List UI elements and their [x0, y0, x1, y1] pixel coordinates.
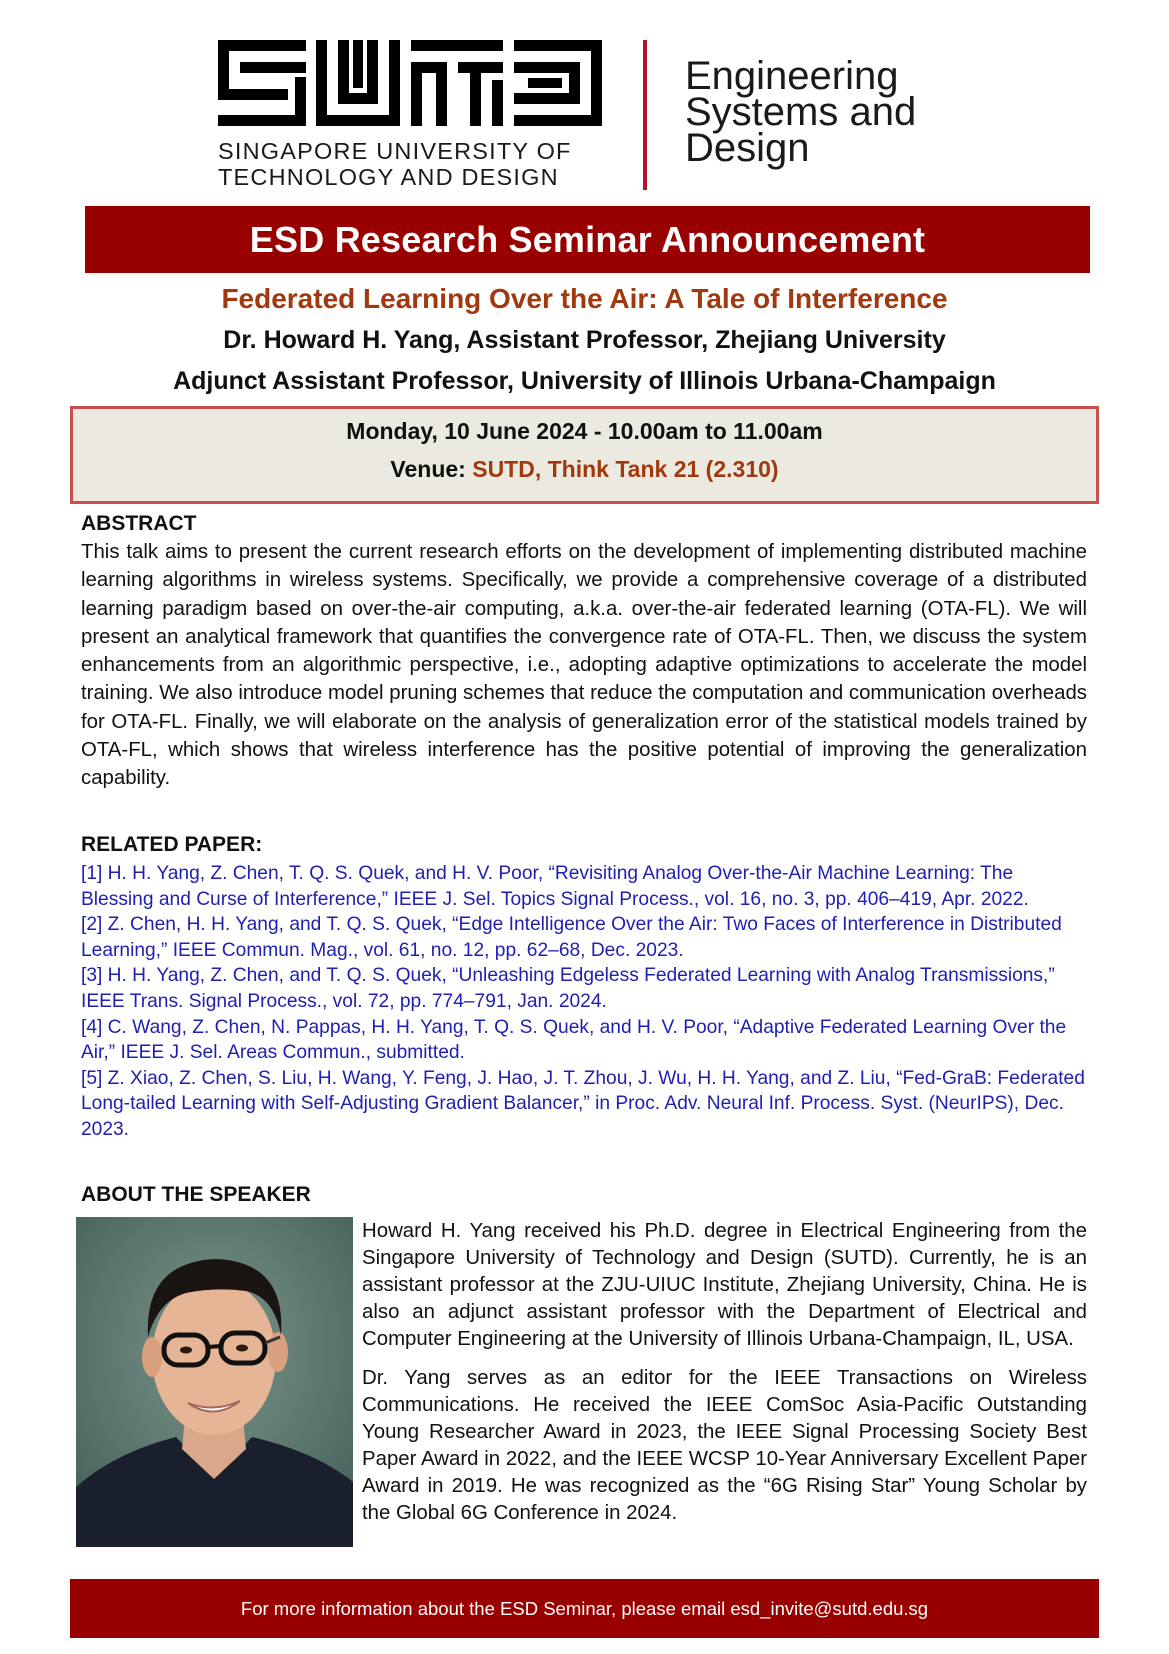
abstract-heading: ABSTRACT	[81, 512, 197, 535]
schedule-box	[70, 406, 1099, 504]
sutd-logo-mark-icon	[218, 40, 602, 126]
footer-banner	[70, 1579, 1099, 1638]
footer-contact-text[interactable]: For more information about the ESD Seminar, please email esd_invite@sutd.edu.sg	[240, 1597, 929, 1619]
university-name	[218, 138, 608, 190]
department-name-line3: Design	[685, 126, 810, 170]
venue-label: Venue:	[390, 456, 473, 482]
bio-paragraph: Howard H. Yang received his Ph.D. degree in Electrical Engineering from the Singapore University of Technology and Design (SUTD). Currently, he is an assistant professor at the ZJU-UIUC Institute, Zhejiang University, China. He is also an adjunct assistant professor with the Department of Electrical and Computer Engineering at the University of Illinois Urbana-Champaign, IL, USA.	[362, 1220, 1087, 1350]
venue	[73, 456, 1096, 483]
department-name-line2: Systems and	[685, 90, 917, 134]
about-speaker-heading: ABOUT THE SPEAKER	[81, 1183, 311, 1206]
announcement-banner	[85, 206, 1090, 273]
university-name-line2: TECHNOLOGY AND DESIGN	[218, 164, 559, 190]
department-name	[685, 54, 917, 170]
logo-divider	[643, 40, 647, 190]
related-papers-list	[81, 861, 1087, 1143]
speaker-photo	[76, 1217, 353, 1547]
related-papers-heading: RELATED PAPER:	[81, 833, 263, 856]
reference-item[interactable]: [3] H. H. Yang, Z. Chen, and T. Q. S. Quek, “Unleashing Edgeless Federated Learning with Analog Transmissions,” IEEE Trans. Signal Process., vol. 72, pp. 774–791, Jan. 2024.	[81, 965, 1055, 1012]
abstract-body: This talk aims to present the current research efforts on the development of implementing distributed machine learning algorithms in wireless systems. Specifically, we provide a comprehensive coverage of a distributed learning paradigm based on over-the-air computing, a.k.a. over-the-air federated learning (OTA-FL). We will present an analytical framework that quantifies the convergence rate of OTA-FL. Then, we discuss the system enhancements from an algorithmic perspective, i.e., adopting adaptive optimizations to accelerate the model training. We also introduce model pruning schemes that reduce the computation and communication overheads for OTA-FL. Finally, we will elaborate on the analysis of generalization error of the statistical models trained by OTA-FL, which shows that wireless interference has the positive potential of improving the generalization capability.	[81, 541, 1087, 790]
speaker-affiliation: Dr. Howard H. Yang, Assistant Professor, Zhejiang University	[223, 326, 946, 354]
banner-title: ESD Research Seminar Announcement	[249, 218, 926, 260]
venue-value: SUTD, Think Tank 21 (2.310)	[472, 456, 779, 482]
reference-item[interactable]: [2] Z. Chen, H. H. Yang, and T. Q. S. Quek, “Edge Intelligence Over the Air: Two Faces of Interference in Distributed Learning,” IEEE Commun. Mag., vol. 61, no. 12, pp. 62–68, Dec. 2023.	[81, 914, 1062, 961]
reference-item[interactable]: [5] Z. Xiao, Z. Chen, S. Liu, H. Wang, Y. Feng, J. Hao, J. T. Zhou, J. Wu, H. H. Yang, and Z. Liu, “Fed-GraB: Federated Long-tailed Learning with Self-Adjusting Gradient Balancer,” in Proc. Adv. Neural Inf. Process. Syst. (NeurIPS), Dec. 2023.	[81, 1067, 1085, 1140]
reference-item[interactable]: [1] H. H. Yang, Z. Chen, T. Q. S. Quek, and H. V. Poor, “Revisiting Analog Over-the-Air Machine Learning: The Blessing and Curse of Interference,” IEEE J. Sel. Topics Signal Process., vol. 16, no. 3, pp. 406–419, Apr. 2022.	[81, 863, 1029, 910]
speaker-bio	[362, 1218, 1087, 1539]
department-name-line1: Engineering	[685, 54, 899, 98]
date-time: Monday, 10 June 2024 - 10.00am to 11.00am	[346, 418, 823, 444]
portrait-icon	[76, 1217, 353, 1547]
reference-item[interactable]: [4] C. Wang, Z. Chen, N. Pappas, H. H. Yang, T. Q. S. Quek, and H. V. Poor, “Adaptive Federated Learning Over the Air,” IEEE J. Sel. Areas Commun., submitted.	[81, 1016, 1067, 1064]
university-name-line1: SINGAPORE UNIVERSITY OF	[218, 138, 572, 164]
talk-title: Federated Learning Over the Air: A Tale of Interference	[221, 283, 948, 314]
bio-paragraph: Dr. Yang serves as an editor for the IEEE Transactions on Wireless Communications. He received the IEEE ComSoc Asia-Pacific Outstanding Young Researcher Award in 2023, the IEEE Signal Processing Society Best Paper Award in 2022, and the IEEE WCSP 10-Year Anniversary Excellent Paper Award in 2019. He was recognized as the “6G Rising Star” Young Scholar by the Global 6G Conference in 2024.	[362, 1367, 1087, 1524]
speaker-adjunct-affiliation: Adjunct Assistant Professor, University of Illinois Urbana-Champaign	[173, 367, 996, 395]
